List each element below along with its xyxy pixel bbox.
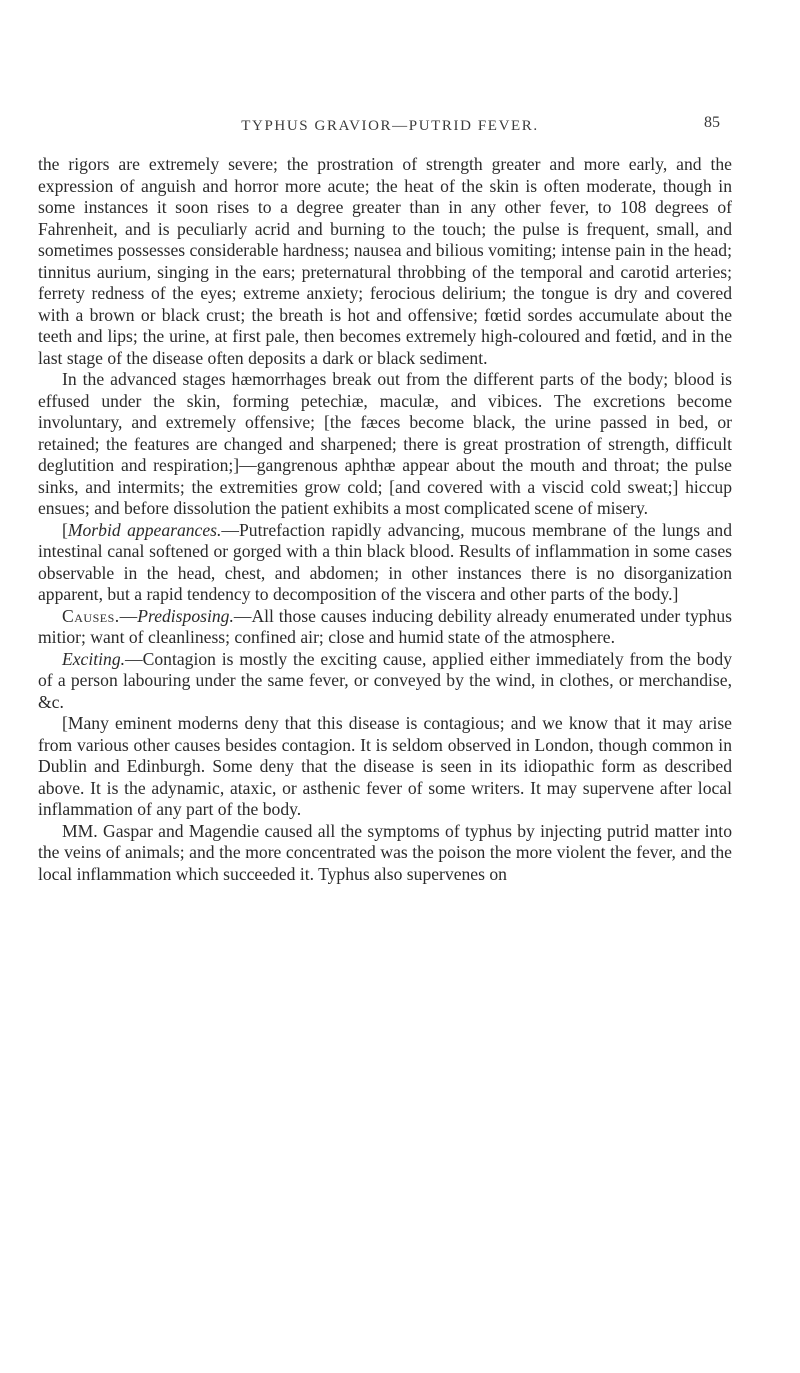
body-text bbox=[38, 154, 732, 885]
paragraph-causes-predisposing: Causes.—Predisposing.—All those causes inducing debility already enumerated under typhus mitior; want of cleanliness; confined air; close and humid state of the atmosphere. bbox=[38, 605, 732, 647]
morbid-appearances-heading: Morbid appearances. bbox=[67, 519, 222, 540]
page-number: 85 bbox=[704, 114, 720, 131]
paragraph-causes-exciting bbox=[38, 649, 732, 714]
exciting-text: —Contagion is mostly the exciting cause, applied either immediately from the body of a person labouring under the same fever, or conveyed by the wind, in clothes, or merchandise, &c. bbox=[38, 648, 732, 712]
predisposing-text: —All those causes inducing debility already enumerated under typhus mitior; want of cleanliness; confined air; close and humid state of the atmosphere. bbox=[38, 605, 732, 647]
exciting-heading: Exciting. bbox=[62, 648, 126, 669]
paragraph-experiments: MM. Gaspar and Magendie caused all the symptoms of typhus by injecting putrid matter into the veins of animals; and the more concentrated was the poison the more violent the fever, and the local inflammation which succeeded it. Typhus also supervenes on bbox=[38, 820, 732, 884]
morbid-appearances-text: —Putrefaction rapidly advancing, mucous membrane of the lungs and intestinal canal softened or gorged with a thin black blood. Results of inflammation in some cases observable in the head, chest, and abdomen; in other instances there is no disorganization apparent, but a rapid tendency to decomposition of the viscera and other parts of the body.] bbox=[38, 519, 732, 604]
paragraph-advanced-stages: In the advanced stages hæmorrhages break out from the different parts of the body; blood is effused under the skin, forming petechiæ, maculæ, and vibices. The excretions become involuntary, and extremely offensive; [the fæces become black, the urine passed in bed, or retained; the features are changed and sharpened; there is great prostration of strength, difficult deglutition and respiration;]—gangrenous aphthæ appear about the mouth and throat; the pulse sinks, and intermits; the extremities grow cold; [and covered with a viscid cold sweat;] hiccup ensues; and before dissolution the patient exhibits a most complicated scene of misery. bbox=[38, 369, 732, 518]
paragraph-contagion-note: [Many eminent moderns deny that this disease is contagious; and we know that it may arise from various other causes besides contagion. It is seldom observed in London, though common in Dublin and Edinburgh. Some deny that the disease is seen in its idiopathic form as described above. It is the adynamic, ataxic, or asthenic fever of some writers. It may supervene after local inflammation of any part of the body. bbox=[38, 713, 732, 819]
paragraph-morbid-appearances: [Morbid appearances.—Putrefaction rapidly advancing, mucous membrane of the lungs and intestinal canal softened or gorged with a thin black blood. Results of inflammation in some cases observable in the head, chest, and abdomen; in other instances there is no disorganization apparent, but a rapid tendency to decomposition of the viscera and other parts of the body.] bbox=[38, 519, 732, 604]
paragraph-symptoms: the rigors are extremely severe; the prostration of strength greater and more early, and the expression of anguish and horror more acute; the heat of the skin is often moderate, though in some instances it soon rises to a degree greater than in any other fever, to 108 degrees of Fahrenheit, and is peculiarly acrid and burning to the touch; the pulse is frequent, small, and sometimes possesses considerable hardness; nausea and bilious vomiting; intense pain in the head; tinnitus aurium, singing in the ears; preternatural throbbing of the temporal and carotid arteries; ferrety redness of the eyes; extreme anxiety; ferocious delirium; the tongue is dry and covered with a brown or black crust; the breath is hot and offensive; fœtid sordes accumulate about the teeth and lips; the urine, at first pale, then becomes extremely high-coloured and fœtid, and in the last stage of the disease often deposits a dark or black sediment. bbox=[38, 154, 732, 368]
causes-label: Causes. bbox=[62, 605, 120, 626]
predisposing-heading: Predisposing. bbox=[137, 605, 234, 626]
running-head bbox=[60, 114, 720, 142]
running-title: TYPHUS GRAVIOR—PUTRID FEVER. bbox=[241, 118, 539, 134]
